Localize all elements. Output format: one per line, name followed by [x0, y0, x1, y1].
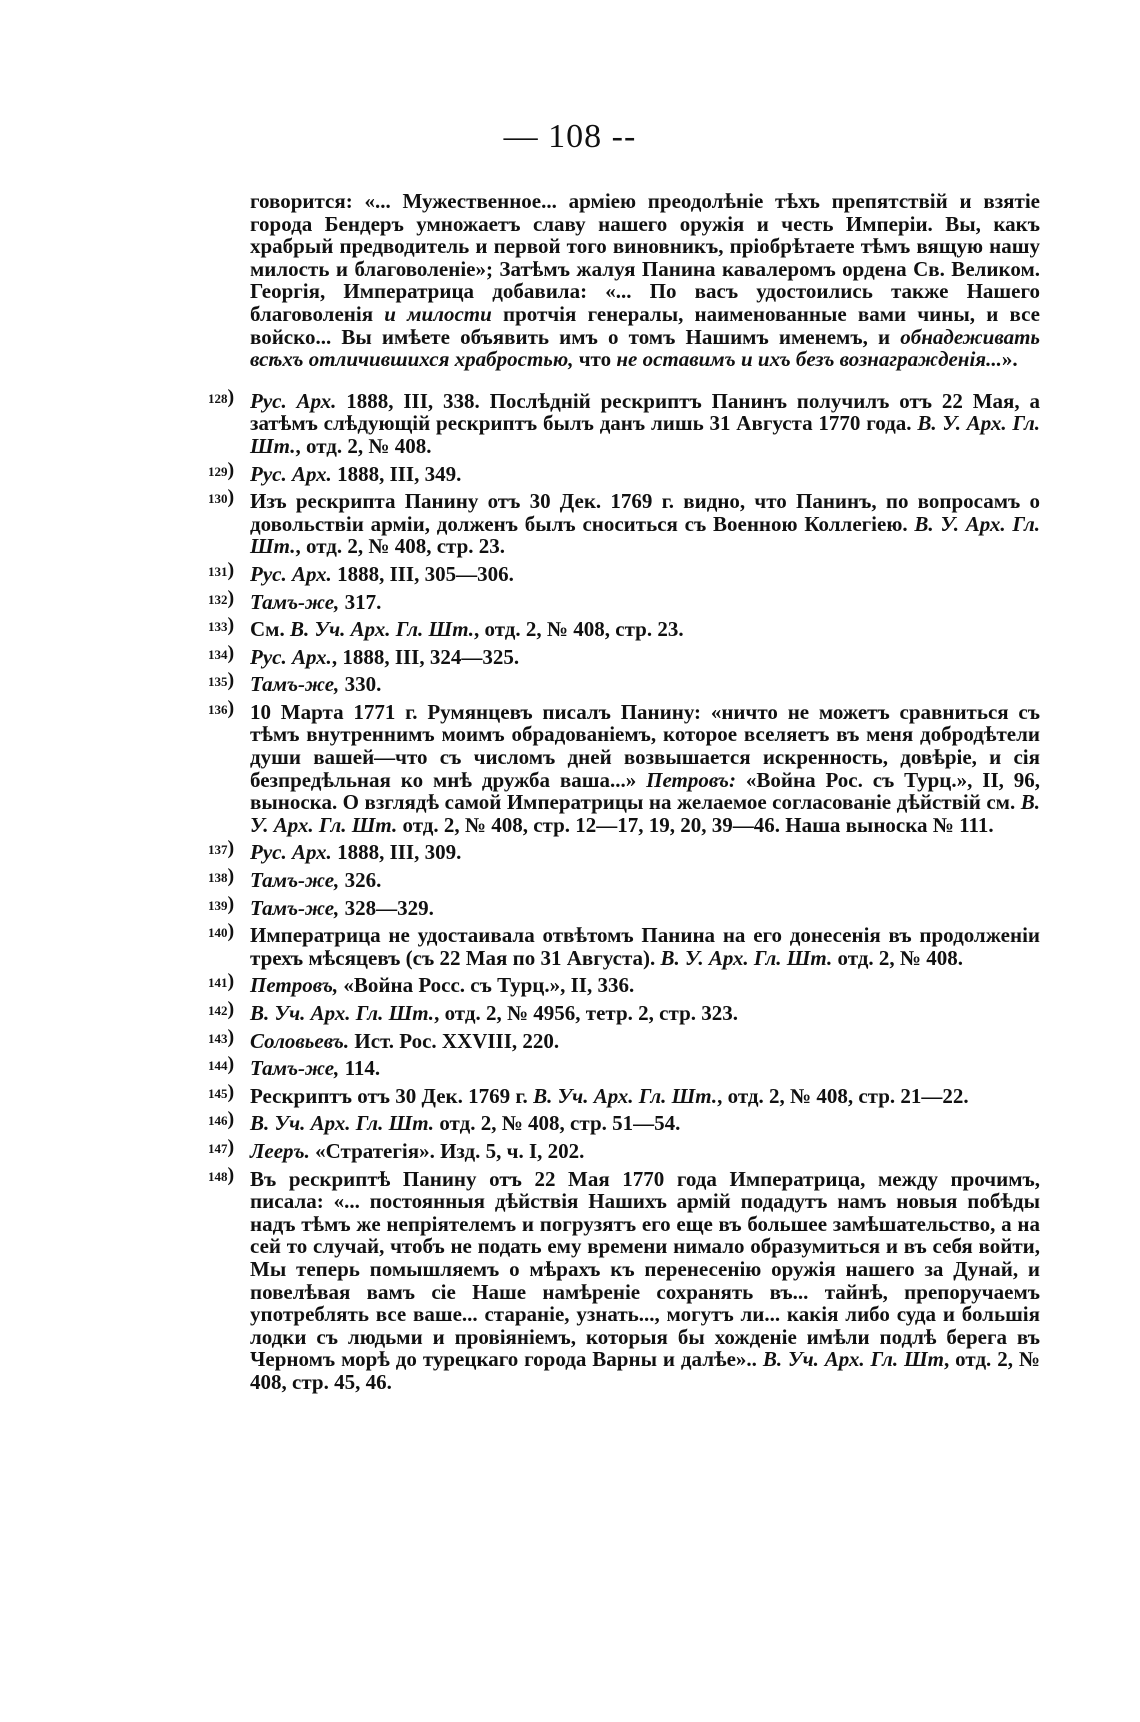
footnote-number [208, 1164, 234, 1189]
text-run: Въ рескриптѣ Панину отъ 22 Мая 1770 года Императрица, между прочимъ, писала: «... постоянныя дѣйствія Нашихъ армій подадутъ намъ новыя побѣды надъ тѣмъ же непріятелемъ и погрузятъ его еще въ большее замѣшательство, а на сей то случай, чтобъ не подать ему времени нимало образумиться и въ себя войти, Мы теперь помышляемъ о мѣрахъ къ перенесенію оружія нашего за Дунай, и повелѣвая вамъ сіе Наше намѣреніе сохранять въ... тайнѣ, препоручаемъ употреблять все ваше... стараніе, узнать..., могутъ ли... какія либо суда и большія лодки съ людьми и провіяніемъ, которыя бы хожденіе имѣли подлѣ берега въ Черномъ морѣ до турецкаго города Варны и далѣе».. [250, 1166, 1040, 1372]
text-run: 317. [339, 589, 382, 614]
footnote [208, 1163, 1040, 1394]
text-run: отд. 2, № 408. [832, 945, 964, 970]
footnote-number [208, 587, 234, 612]
footnote [208, 1135, 1040, 1163]
footnote [208, 641, 1040, 669]
italic-text-run: В. У. Арх. Гл. Шт. [250, 790, 1040, 837]
footnote-number [208, 837, 234, 862]
footnote-number [208, 998, 234, 1023]
text-run: говорится: «... Мужественное... арміею преодолѣніе тѣхъ препятствій и взятіе города Бендеръ умножаетъ славу нашего оружія и честь Имперіи. Вы, какъ храбрый предводитель и первой того виновникъ, пріобрѣтаете тѣмъ вящую нашу милость и благоволеніе»; Затѣмъ жалуя Панина кавалеромъ ордена Св. Великом. Георгія, Императрица добавила: «... По васъ удостоились также Нашего благоволенія [250, 189, 1040, 326]
text-run: «Война Рос. съ Турц.», II, 96, выноска. О взглядѣ самой Императрицы на желаемое согласованіе дѣйствій см. [250, 767, 1040, 815]
footnote-number [208, 697, 234, 722]
text-run: Императрица не удостаивала отвѣтомъ Панина на его донесенія въ продолженіи трехъ мѣсяцевъ (съ 22 Мая по 31 Августа). [250, 923, 1040, 970]
footnote-paren: ) [227, 920, 235, 943]
text-run: , отд. 2, № 408, стр. 21—22. [717, 1083, 969, 1108]
footnote [208, 614, 1040, 642]
italic-text-run: В. Уч. Арх. Гл. Шт [762, 1347, 945, 1372]
footnote-paren: ) [227, 486, 235, 509]
italic-text-run: В. Уч. Арх. Гл. Шт. [533, 1083, 718, 1108]
footnote-number-text: 130 [208, 491, 228, 507]
italic-text-run: В. Уч. Арх. Гл. Шт. [250, 1111, 435, 1136]
italic-text-run: В. У. Арх. Гл. Шт. [250, 511, 1040, 559]
text-run: «Война Росс. съ Турц.», II, 336. [338, 973, 635, 998]
footnote-paren: ) [227, 558, 235, 581]
footnote-number-text: 137 [208, 842, 228, 858]
footnote-number-text: 145 [208, 1085, 228, 1101]
footnote-number [208, 559, 234, 584]
text-run: Ист. Рос. XXVIII, 220. [349, 1028, 560, 1053]
footnote-paren: ) [227, 865, 235, 888]
footnote-paren: ) [227, 586, 235, 609]
italic-text-run: В. У. Арх. Гл. Шт. [660, 945, 833, 970]
footnote [208, 558, 1040, 586]
footnote [208, 837, 1040, 865]
footnote-paren: ) [227, 641, 235, 664]
footnote-number [208, 865, 234, 890]
text-run: 1888, III, 349. [331, 461, 462, 486]
text-run: «Стратегія». Изд. 5, ч. I, 202. [309, 1138, 585, 1163]
continuation-paragraph [250, 190, 1040, 371]
text-run: 328—329. [339, 895, 434, 920]
italic-text-run: не оставимъ и ихъ безъ вознагражденія... [616, 347, 1002, 372]
text-run: Рескриптъ отъ 30 Дек. 1769 г. [250, 1083, 534, 1108]
footnote [208, 1025, 1040, 1053]
text-run: , отд. 2, № 408, стр. 23. [474, 617, 684, 642]
footnote-number [208, 1026, 234, 1051]
footnote-number [208, 459, 234, 484]
text-run: ». [1001, 347, 1018, 372]
italic-text-run: Петровъ: [646, 767, 736, 792]
footnote-paren: ) [227, 1080, 235, 1103]
italic-text-run: Лееръ. [250, 1138, 310, 1163]
text-run: 1888, III, 338. Послѣдній рескриптъ Панинъ получилъ отъ 22 Мая, а затѣмъ слѣдующій рескриптъ былъ данъ лишь 31 Августа 1770 года. [250, 388, 1040, 436]
page-number: — 108 -- [503, 118, 637, 155]
footnote [208, 1108, 1040, 1136]
italic-text-run: Соловьевъ. [250, 1028, 350, 1053]
footnote-number [208, 1053, 234, 1078]
footnote-number [208, 893, 234, 918]
footnote-paren: ) [227, 1135, 235, 1158]
italic-text-run: В. Уч. Арх. Гл. Шт. [289, 617, 475, 642]
italic-text-run: Тамъ-же, [250, 868, 340, 893]
text-run: 10 Марта 1771 г. Румянцевъ писалъ Панину: «ничто не можетъ сравниться съ тѣмъ внутреннимъ моимъ обрадованіемъ, которое вселяетъ въ меня добродѣтели души вашей—что съ числомъ дней возвышается искренность, довѣріе, и сія безпредѣльная ко мнѣ дружба ваша...» [250, 699, 1040, 792]
footnote-number [208, 1081, 234, 1106]
footnote [208, 920, 1040, 970]
footnote-number [208, 386, 234, 411]
italic-text-run: Тамъ-же, [250, 1056, 340, 1081]
footnote-paren: ) [227, 458, 235, 481]
italic-text-run: Тамъ-же, [250, 672, 340, 697]
text-run: Изъ рескрипта Панину отъ 30 Дек. 1769 г. видно, что Панинъ, по вопросамъ о довольствіи арміи, долженъ былъ сноситься съ Военною Коллегіею. [250, 489, 1040, 536]
text-run: что [573, 347, 617, 372]
footnote-number [208, 1108, 234, 1133]
footnote-paren: ) [227, 614, 235, 637]
text-run: , отд. 2, № 408, стр. 45, 46. [250, 1347, 1040, 1394]
text-run: 114. [339, 1056, 381, 1081]
italic-text-run: и милости [384, 301, 492, 326]
page-body [208, 189, 1040, 1399]
footnote-number [208, 642, 234, 667]
footnote-number-text: 128 [208, 390, 228, 406]
footnote-paren: ) [227, 1108, 235, 1131]
footnote-number-text: 146 [208, 1113, 228, 1129]
footnote-number-text: 135 [208, 674, 228, 690]
footnote-number-text: 136 [208, 701, 228, 717]
text-run: 330. [339, 672, 382, 697]
footnote [208, 865, 1040, 893]
footnote [208, 586, 1040, 614]
footnote-number-text: 141 [208, 975, 228, 991]
footnote-number [208, 486, 234, 511]
text-run: , отд. 2, № 408, стр. 23. [295, 534, 506, 559]
italic-text-run: Рус. Арх. [250, 461, 332, 486]
footnote-paren: ) [227, 998, 235, 1020]
italic-text-run: Рус. Арх. [250, 388, 337, 413]
footnote-paren: ) [227, 696, 235, 719]
footnote-number-text: 134 [208, 646, 228, 662]
footnote-number-text: 144 [208, 1058, 228, 1074]
italic-text-run: Рус. Арх. [250, 840, 332, 865]
italic-text-run: Рус. Арх. [250, 644, 332, 669]
italic-text-run: Петровъ, [250, 973, 339, 998]
footnote-number-text: 140 [208, 925, 228, 941]
footnote-paren: ) [227, 837, 235, 860]
footnote-number-text: 132 [208, 591, 228, 607]
text-run: отд. 2, № 408, стр. 12—17, 19, 20, 39—46. Наша выноска № 111. [397, 812, 994, 837]
footnote [208, 458, 1040, 486]
footnote-paren: ) [227, 385, 235, 408]
footnote-number [208, 669, 234, 694]
italic-text-run: обнадеживать всѣхъ отличившихся храбростью, [250, 324, 1040, 372]
italic-text-run: Рус. Арх. [250, 561, 332, 586]
text-run: 326. [339, 868, 382, 893]
text-run: отд. 2, № 408, стр. 51—54. [434, 1111, 681, 1136]
footnote [208, 1080, 1040, 1108]
text-run: , отд. 2, № 408. [295, 433, 432, 458]
footnote [208, 696, 1040, 837]
text-run: протчія генералы, наименованные вами чины, и все войско... Вы имѣете объявить имъ о томъ Нашимъ именемъ, и [250, 301, 1040, 349]
footnote-paren: ) [227, 1025, 235, 1048]
footnote-paren: ) [227, 970, 235, 993]
footnote-number [208, 920, 234, 945]
italic-text-run: В. Уч. Арх. Гл. Шт. [250, 1001, 435, 1025]
footnote [208, 998, 1040, 1025]
footnote-number-text: 138 [208, 870, 228, 886]
footnote-number-text: 148 [208, 1168, 228, 1184]
footnote [208, 385, 1040, 458]
footnote-number-text: 139 [208, 897, 228, 913]
footnote-number-text: 129 [208, 463, 228, 479]
footnotes-list [208, 385, 1040, 1394]
italic-text-run: Тамъ-же, [250, 589, 340, 614]
text-run: 1888, III, 309. [331, 840, 462, 865]
footnote-number-text: 142 [208, 1003, 228, 1018]
footnote-paren: ) [227, 1163, 235, 1186]
footnote [208, 892, 1040, 920]
footnote-paren: ) [227, 669, 235, 692]
footnote-number-text: 133 [208, 619, 228, 635]
text-run: , отд. 2, № 4956, тетр. 2, стр. 323. [434, 1001, 739, 1025]
footnote-number-text: 147 [208, 1140, 228, 1156]
text-run: 1888, III, 305—306. [331, 561, 514, 586]
footnote [208, 970, 1040, 998]
text-run: , 1888, III, 324—325. [331, 644, 520, 669]
footnote-paren: ) [227, 892, 235, 915]
footnote [208, 486, 1040, 559]
italic-text-run: Тамъ-же, [250, 895, 340, 920]
text-run: См. [250, 617, 290, 642]
footnote-number-text: 143 [208, 1030, 228, 1046]
footnote-number [208, 1136, 234, 1161]
footnote-number [208, 614, 234, 639]
footnote [208, 1053, 1040, 1081]
footnote-paren: ) [227, 1053, 235, 1076]
footnote [208, 669, 1040, 697]
footnote-number [208, 970, 234, 995]
footnote-number-text: 131 [208, 563, 228, 579]
italic-text-run: В. У. Арх. Гл. Шт. [250, 411, 1040, 458]
